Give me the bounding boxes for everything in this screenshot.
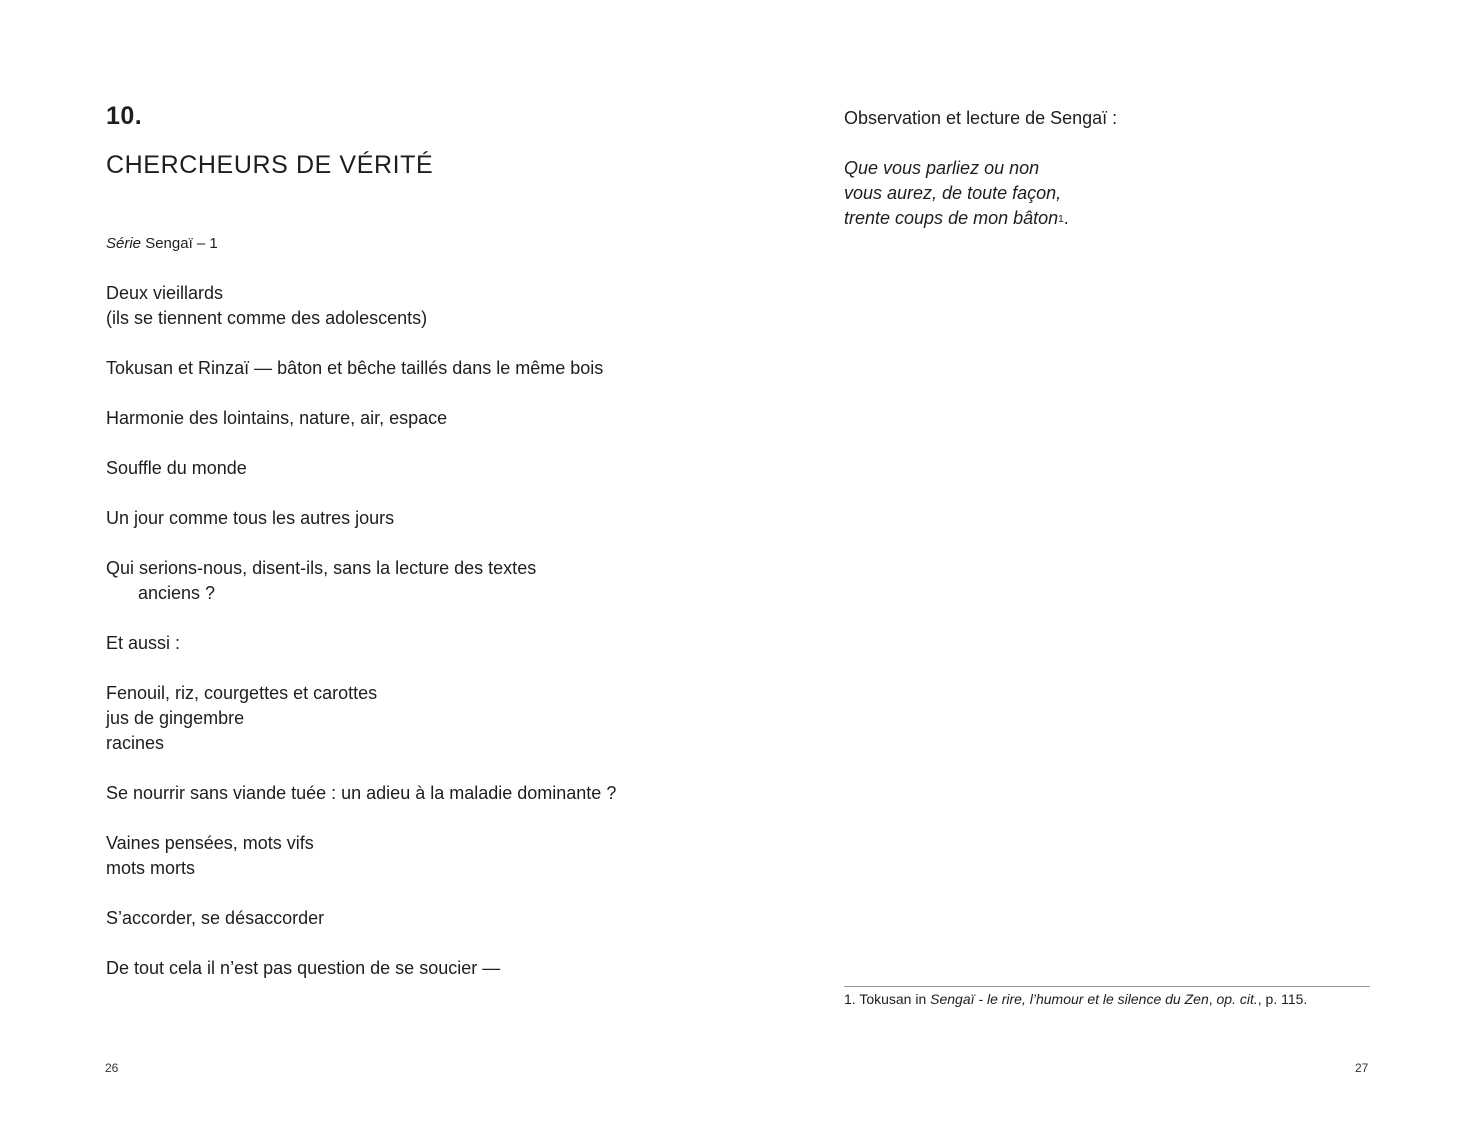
poem-line: S’accorder, se désaccorder: [106, 908, 325, 928]
series-label: [106, 234, 218, 254]
quote-line: Que vous parliez ou non: [844, 158, 1040, 178]
footnote-reference[interactable]: 1: [1058, 214, 1064, 225]
footnote-tail: , p. 115.: [1257, 991, 1308, 1007]
footnote-title: Sengaï - le rire, l’humour et le silence du Zen: [930, 991, 1209, 1007]
poem-line: Se nourrir sans viande tuée : un adieu à la maladie dominante ?: [106, 783, 617, 803]
poem-line-indented: anciens ?: [138, 583, 216, 603]
poem-line: (ils se tiennent comme des adolescents): [106, 308, 428, 328]
page-number-left: 26: [105, 1061, 119, 1075]
poem-line: Harmonie des lointains, nature, air, espace: [106, 408, 448, 428]
poem-line: Et aussi :: [106, 633, 181, 653]
chapter-title: CHERCHEURS DE VÉRITÉ: [106, 151, 434, 179]
poem-line: mots morts: [106, 858, 196, 878]
poem-line: Un jour comme tous les autres jours: [106, 508, 395, 528]
page-number-right: 27: [1355, 1061, 1369, 1075]
poem-line: Tokusan et Rinzaï — bâton et bêche taillés dans le même bois: [106, 358, 604, 378]
intro-line: Observation et lecture de Sengaï :: [844, 108, 1118, 128]
poem-line: Souffle du monde: [106, 458, 247, 478]
quote-line-text: trente coups de mon bâton: [844, 208, 1059, 228]
quote-line-last: [844, 206, 1069, 231]
poem-line: Vaines pensées, mots vifs: [106, 833, 314, 853]
footnote-divider: [844, 986, 1370, 987]
quote-line-end: .: [1063, 208, 1069, 228]
poem-line: Qui serions-nous, disent-ils, sans la lecture des textes: [106, 558, 537, 578]
footnote-sep: ,: [1208, 991, 1217, 1007]
chapter-number: 10.: [106, 102, 143, 130]
footnote: [844, 990, 1307, 1008]
footnote-lead: 1. Tokusan in: [844, 991, 931, 1007]
series-label-italic: Série: [106, 235, 142, 252]
footnote-opcit: op. cit.: [1216, 991, 1258, 1007]
poem-line: jus de gingembre: [106, 708, 245, 728]
poem-line: De tout cela il n’est pas question de se soucier —: [106, 958, 501, 978]
poem-line: Deux vieillards: [106, 283, 224, 303]
poem-line: racines: [106, 733, 165, 753]
quote-line: vous aurez, de toute façon,: [844, 183, 1062, 203]
series-label-rest: Sengaï – 1: [141, 235, 218, 252]
poem-line: Fenouil, riz, courgettes et carottes: [106, 683, 378, 703]
